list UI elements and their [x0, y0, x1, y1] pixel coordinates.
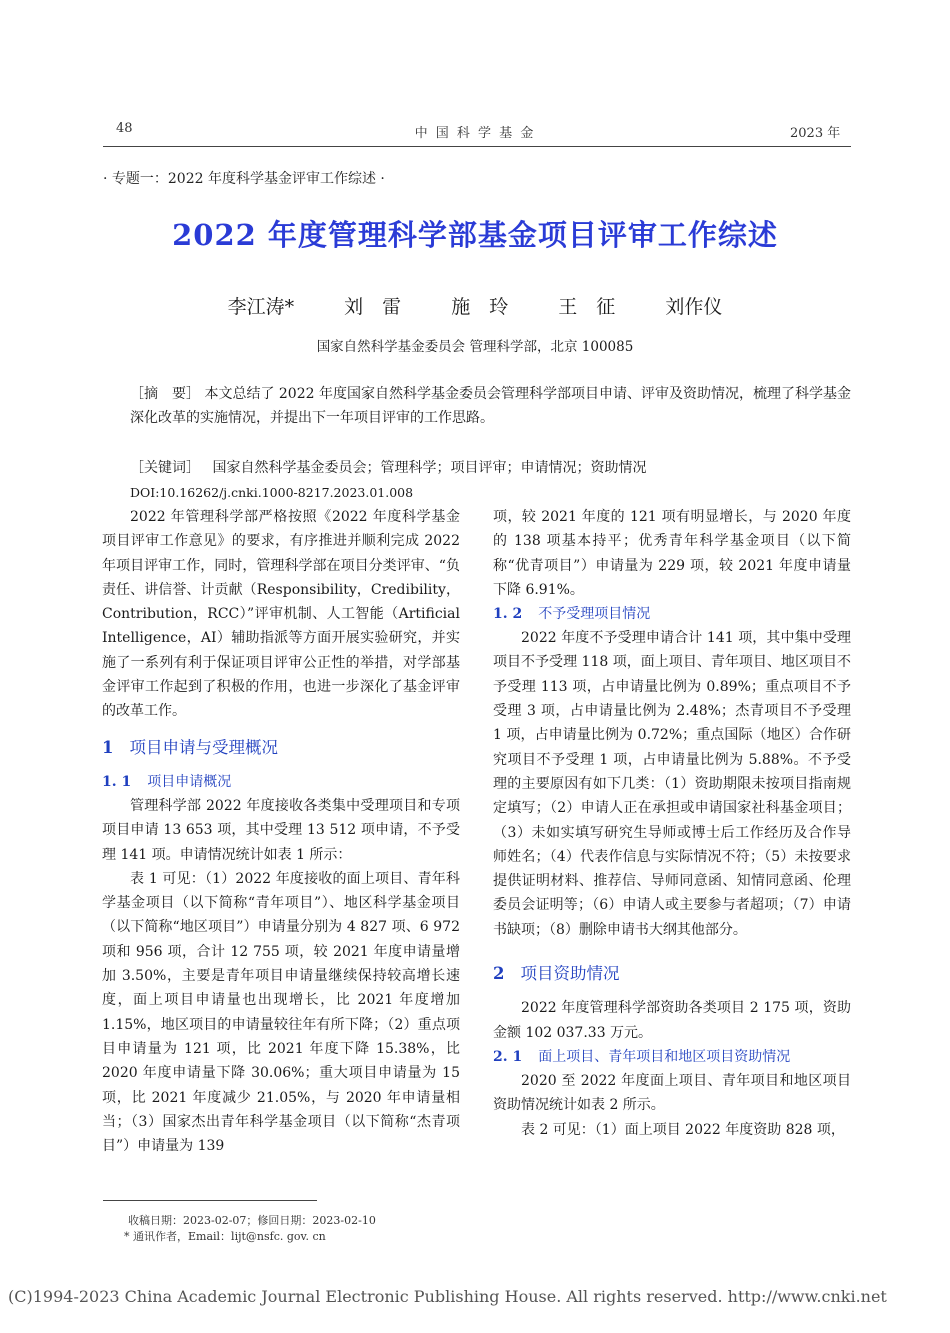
doi: DOI:10.16262/j.cnki.1000-8217.2023.01.008	[130, 485, 414, 500]
left-column	[102, 505, 460, 1158]
author: 李江涛*	[227, 296, 295, 318]
special-topic-label: · 专题一：2022 年度科学基金评审工作综述 ·	[103, 171, 385, 187]
corresponding-author: * 通讯作者，Email：lijt@nsfc. gov. cn	[124, 1230, 326, 1243]
keywords	[130, 457, 852, 477]
keywords-label: ［关键词］	[130, 460, 200, 476]
subsection-heading: 2. 1 面上项目、青年项目和地区项目资助情况	[493, 1048, 791, 1065]
abstract-label: ［摘 要］	[130, 386, 200, 402]
body-paragraph: 管理科学部 2022 年度接收各类集中受理项目和专项项目申请 13 653 项，其中受理 13 512 项申请，不予受理 141 项。申请情况统计如表 1 所示：	[102, 797, 460, 863]
body-paragraph: 表 1 可见：（1）2022 年度接收的面上项目、青年科学基金项目（以下简称“青年项目”）、地区科学基金项目（以下简称“地区项目”）申请量分别为 4 827 项、6 972 项和 956 项，合计 12 755 项，较 2021 年度申请量增加 3.50%，主要是青年项目申请量继续保持较高增长速度，面上项目申请量也出现增长，比 2021 年度增加 1.15%，地区项目的申请量较往年有所下降；（2）重点项目申请量为 121 项，比 2021 年度下降 15.38%，比 2020 年度申请量下降 30.06%；重大项目申请量为 15 项，比 2021 年度减少 21.05%，与 2020 年申请量相当；（3）国家杰出青年科学基金项目（以下简称“杰青项目”）申请量为 139	[102, 870, 460, 1155]
author: 刘作仪	[665, 296, 723, 318]
body-paragraph: 2022 年度不予受理申请合计 141 项，其中集中受理项目不予受理 118 项，面上项目、青年项目、地区项目不予受理 113 项，占申请量比例为 0.89%；重点项目不予受理 3 项，占申请量比例为 2.48%；杰青项目不予受理 1 项，占申请量比例为 0.72%；重点国际（地区）合作研究项目不予受理 1 项，占申请量比例为 5.88%。不予受理的主要原因有如下几类：（1）资助期限未按项目指南规定填写；（2）申请人正在承担或申请国家社科基金项目；（3）未如实填写研究生导师或博士后工作经历及合作导师姓名；（4）代表作信息与实际情况不符；（5）未按要求提供证明材料、推荐信、导师同意函、知情同意函、伦理委员会证明等；（6）申请人或主要参与者超项；（7）申请书缺项；（8）删除申请书大纲其他部分。	[493, 630, 851, 938]
abstract	[130, 382, 852, 430]
author: 施 玲	[451, 296, 509, 318]
copyright-notice: (C)1994-2023 China Academic Journal Electronic Publishing House. All rights reserved. http://www.cnki.net	[8, 1287, 887, 1306]
body-paragraph: 2020 至 2022 年度面上项目、青年项目和地区项目资助情况统计如表 2 所示。	[493, 1072, 851, 1114]
affiliation: 国家自然科学基金委员会 管理科学部，北京 100085	[316, 339, 634, 355]
subsection-heading: 1. 1 项目申请概况	[102, 773, 232, 790]
section-heading: 2 项目资助情况	[493, 964, 620, 984]
author-list	[0, 292, 950, 319]
article-title: 2022 年度管理科学部基金项目评审工作综述	[172, 218, 778, 252]
body-paragraph: 表 2 可见：（1）面上项目 2022 年度资助 828 项，	[521, 1121, 845, 1138]
body-paragraph: 项，较 2021 年度的 121 项有明显增长，与 2020 年度的 138 项基本持平；优秀青年科学基金项目（以下简称“优青项目”）申请量为 229 项，较 2021 年度申请量下降 6.91%。	[493, 509, 851, 598]
journal-name: 中 国 科 学 基 金	[414, 126, 536, 141]
section-heading: 1 项目申请与受理概况	[102, 737, 278, 757]
body-paragraph: 2022 年度管理科学部资助各类项目 2 175 项，资助金额 102 037.33 万元。	[493, 1000, 851, 1041]
intro-paragraph: 2022 年管理科学部严格按照《2022 年度科学基金项目评审工作意见》的要求，有序推进并顺利完成 2022 年项目评审工作，同时，管理科学部在项目分类评审、“负责任、讲信誉、计贡献（Responsibility，Credibility，Contribution，RCC）”评审机制、人工智能（Artificial Intelligence，AI）辅助指派等方面开展实验研究，并实施了一系列有利于保证项目评审公正性的举措，对学部基金评审工作起到了积极的作用，也进一步深化了基金评审的改革工作。	[102, 509, 460, 720]
journal-year: 2023 年	[790, 126, 841, 141]
subsection-heading: 1. 2 不予受理项目情况	[493, 606, 651, 623]
abstract-text: 本文总结了 2022 年度国家自然科学基金委员会管理科学部项目申请、评审及资助情况，梳理了科学基金深化改革的实施情况，并提出下一年项目评审的工作思路。	[130, 386, 851, 426]
page-number: 48	[116, 121, 133, 136]
author: 刘 雷	[344, 296, 402, 318]
keywords-text: 国家自然科学基金委员会；管理科学；项目评审；申请情况；资助情况	[212, 460, 647, 476]
footnote-rule	[103, 1200, 317, 1201]
header-rule	[103, 146, 851, 147]
received-dates: 收稿日期：2023-02-07；修回日期：2023-02-10	[128, 1214, 376, 1227]
right-column	[493, 505, 851, 1142]
author: 王 征	[558, 296, 616, 318]
